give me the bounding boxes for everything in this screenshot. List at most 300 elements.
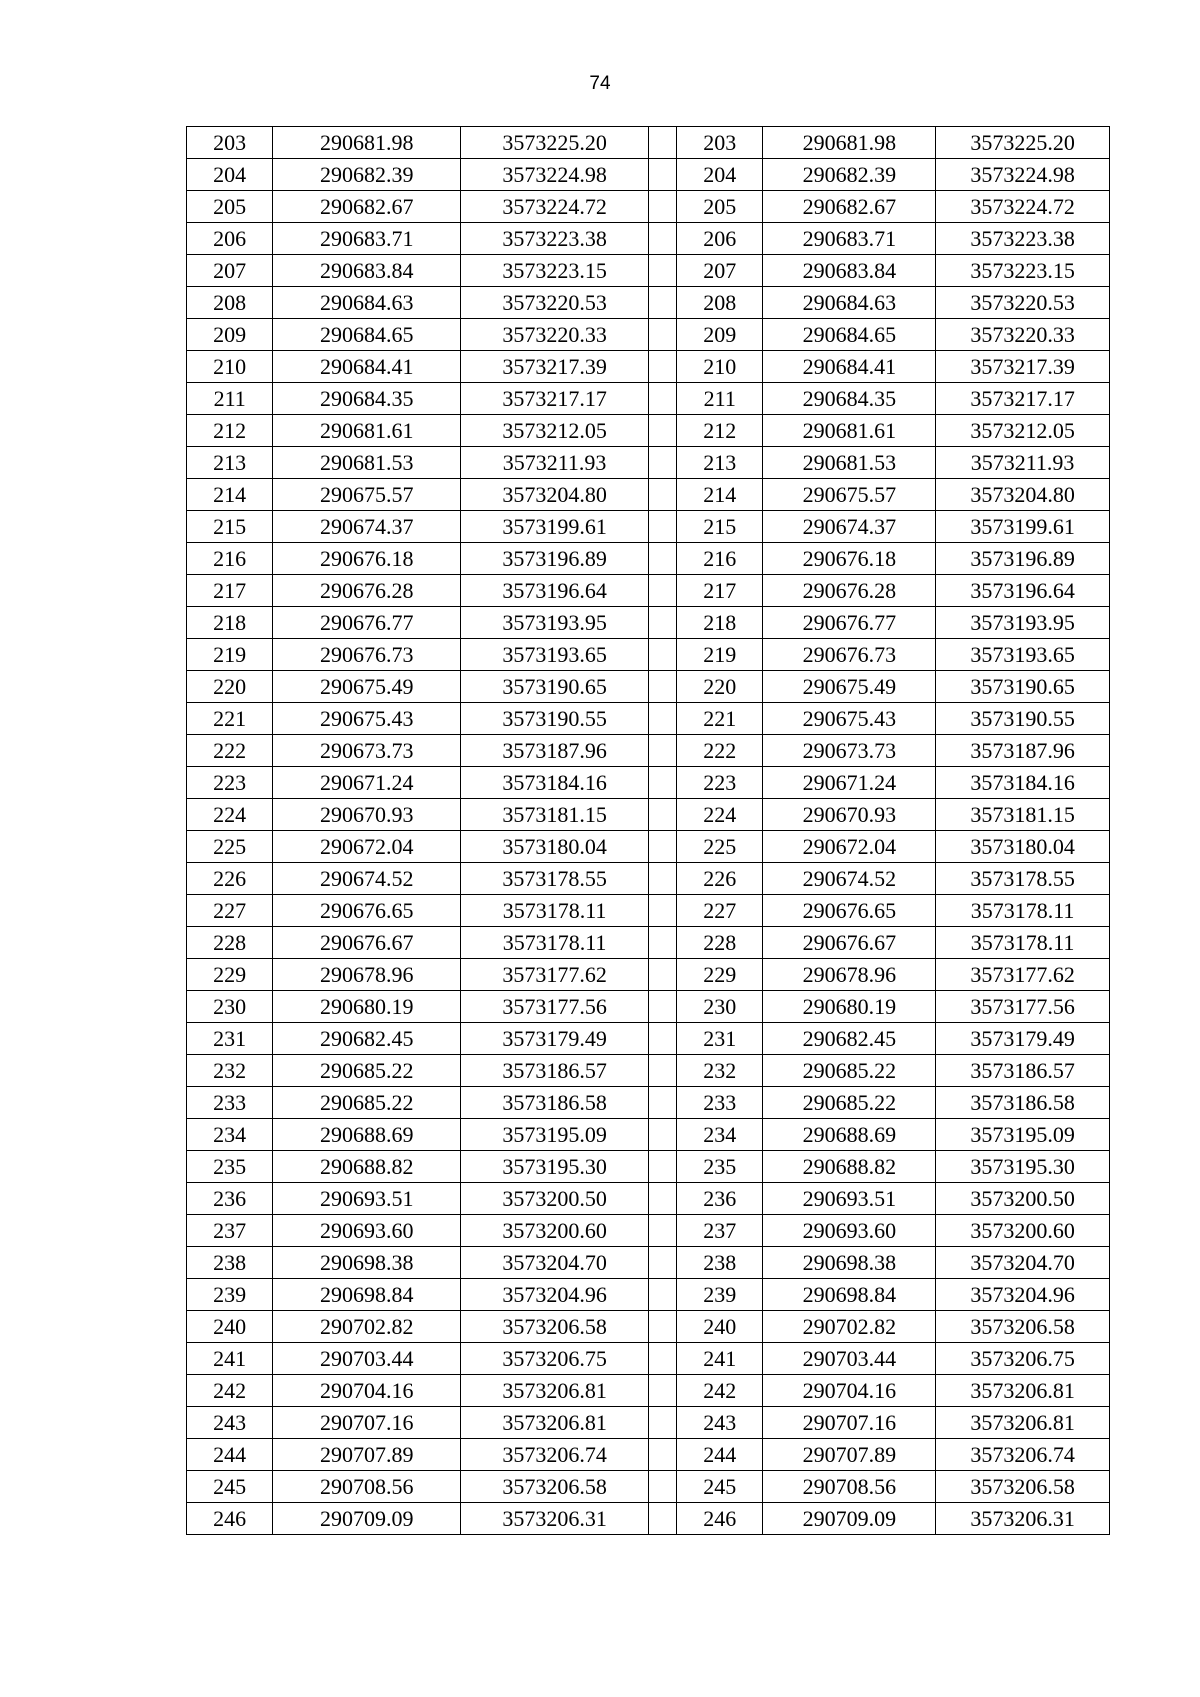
- spacer-cell: [648, 831, 676, 863]
- table-row: [187, 831, 1110, 863]
- table-row: [187, 511, 1110, 543]
- y-coordinate-cell: 3573200.60: [461, 1215, 649, 1247]
- point-number-cell: 211: [187, 383, 273, 415]
- x-coordinate-2-cell: 290704.16: [763, 1375, 936, 1407]
- y-coordinate-cell: 3573206.31: [461, 1503, 649, 1535]
- point-number-cell: 239: [187, 1279, 273, 1311]
- y-coordinate-2-cell: 3573186.58: [936, 1087, 1110, 1119]
- x-coordinate-cell: 290684.65: [273, 319, 461, 351]
- x-coordinate-cell: 290674.52: [273, 863, 461, 895]
- x-coordinate-2-cell: 290708.56: [763, 1471, 936, 1503]
- point-number-cell: 209: [187, 319, 273, 351]
- x-coordinate-2-cell: 290680.19: [763, 991, 936, 1023]
- x-coordinate-2-cell: 290675.57: [763, 479, 936, 511]
- y-coordinate-2-cell: 3573177.62: [936, 959, 1110, 991]
- x-coordinate-2-cell: 290684.35: [763, 383, 936, 415]
- x-coordinate-2-cell: 290681.61: [763, 415, 936, 447]
- y-coordinate-cell: 3573212.05: [461, 415, 649, 447]
- x-coordinate-2-cell: 290678.96: [763, 959, 936, 991]
- point-number-2-cell: 221: [677, 703, 763, 735]
- point-number-cell: 212: [187, 415, 273, 447]
- x-coordinate-cell: 290703.44: [273, 1343, 461, 1375]
- x-coordinate-cell: 290676.18: [273, 543, 461, 575]
- x-coordinate-2-cell: 290676.18: [763, 543, 936, 575]
- table-row: [187, 191, 1110, 223]
- spacer-cell: [648, 575, 676, 607]
- point-number-2-cell: 217: [677, 575, 763, 607]
- table-row: [187, 447, 1110, 479]
- table-row: [187, 255, 1110, 287]
- table-row: [187, 287, 1110, 319]
- table-row: [187, 319, 1110, 351]
- x-coordinate-cell: 290674.37: [273, 511, 461, 543]
- table-row: [187, 1503, 1110, 1535]
- table-row: [187, 1055, 1110, 1087]
- y-coordinate-2-cell: 3573177.56: [936, 991, 1110, 1023]
- x-coordinate-2-cell: 290673.73: [763, 735, 936, 767]
- y-coordinate-cell: 3573196.64: [461, 575, 649, 607]
- y-coordinate-2-cell: 3573211.93: [936, 447, 1110, 479]
- spacer-cell: [648, 1439, 676, 1471]
- table-row: [187, 383, 1110, 415]
- point-number-cell: 218: [187, 607, 273, 639]
- point-number-2-cell: 218: [677, 607, 763, 639]
- x-coordinate-cell: 290684.41: [273, 351, 461, 383]
- point-number-cell: 243: [187, 1407, 273, 1439]
- point-number-cell: 223: [187, 767, 273, 799]
- y-coordinate-cell: 3573184.16: [461, 767, 649, 799]
- x-coordinate-cell: 290685.22: [273, 1055, 461, 1087]
- x-coordinate-cell: 290676.28: [273, 575, 461, 607]
- point-number-2-cell: 225: [677, 831, 763, 863]
- point-number-2-cell: 210: [677, 351, 763, 383]
- x-coordinate-2-cell: 290693.51: [763, 1183, 936, 1215]
- point-number-2-cell: 235: [677, 1151, 763, 1183]
- x-coordinate-2-cell: 290676.67: [763, 927, 936, 959]
- x-coordinate-cell: 290685.22: [273, 1087, 461, 1119]
- y-coordinate-2-cell: 3573196.89: [936, 543, 1110, 575]
- spacer-cell: [648, 1183, 676, 1215]
- x-coordinate-cell: 290681.61: [273, 415, 461, 447]
- x-coordinate-2-cell: 290682.45: [763, 1023, 936, 1055]
- point-number-2-cell: 232: [677, 1055, 763, 1087]
- point-number-2-cell: 208: [677, 287, 763, 319]
- point-number-2-cell: 228: [677, 927, 763, 959]
- x-coordinate-cell: 290682.67: [273, 191, 461, 223]
- table-row: [187, 1247, 1110, 1279]
- y-coordinate-2-cell: 3573206.74: [936, 1439, 1110, 1471]
- x-coordinate-cell: 290693.60: [273, 1215, 461, 1247]
- x-coordinate-2-cell: 290702.82: [763, 1311, 936, 1343]
- y-coordinate-cell: 3573193.95: [461, 607, 649, 639]
- point-number-cell: 227: [187, 895, 273, 927]
- y-coordinate-cell: 3573220.53: [461, 287, 649, 319]
- y-coordinate-2-cell: 3573212.05: [936, 415, 1110, 447]
- y-coordinate-cell: 3573206.58: [461, 1471, 649, 1503]
- spacer-cell: [648, 447, 676, 479]
- y-coordinate-2-cell: 3573193.95: [936, 607, 1110, 639]
- y-coordinate-2-cell: 3573196.64: [936, 575, 1110, 607]
- table-row: [187, 1183, 1110, 1215]
- y-coordinate-cell: 3573190.55: [461, 703, 649, 735]
- x-coordinate-2-cell: 290685.22: [763, 1055, 936, 1087]
- point-number-2-cell: 215: [677, 511, 763, 543]
- table-row: [187, 1119, 1110, 1151]
- y-coordinate-cell: 3573177.62: [461, 959, 649, 991]
- x-coordinate-2-cell: 290675.43: [763, 703, 936, 735]
- y-coordinate-cell: 3573211.93: [461, 447, 649, 479]
- y-coordinate-cell: 3573186.57: [461, 1055, 649, 1087]
- y-coordinate-cell: 3573206.75: [461, 1343, 649, 1375]
- table-row: [187, 543, 1110, 575]
- x-coordinate-cell: 290704.16: [273, 1375, 461, 1407]
- point-number-cell: 220: [187, 671, 273, 703]
- x-coordinate-cell: 290675.49: [273, 671, 461, 703]
- x-coordinate-2-cell: 290676.77: [763, 607, 936, 639]
- spacer-cell: [648, 383, 676, 415]
- spacer-cell: [648, 479, 676, 511]
- point-number-cell: 233: [187, 1087, 273, 1119]
- y-coordinate-2-cell: 3573220.53: [936, 287, 1110, 319]
- point-number-2-cell: 236: [677, 1183, 763, 1215]
- x-coordinate-2-cell: 290688.82: [763, 1151, 936, 1183]
- x-coordinate-2-cell: 290688.69: [763, 1119, 936, 1151]
- y-coordinate-2-cell: 3573224.72: [936, 191, 1110, 223]
- point-number-cell: 217: [187, 575, 273, 607]
- point-number-2-cell: 227: [677, 895, 763, 927]
- y-coordinate-cell: 3573177.56: [461, 991, 649, 1023]
- y-coordinate-cell: 3573204.80: [461, 479, 649, 511]
- table-row: [187, 639, 1110, 671]
- point-number-cell: 208: [187, 287, 273, 319]
- y-coordinate-cell: 3573179.49: [461, 1023, 649, 1055]
- spacer-cell: [648, 1375, 676, 1407]
- y-coordinate-2-cell: 3573200.50: [936, 1183, 1110, 1215]
- x-coordinate-cell: 290698.84: [273, 1279, 461, 1311]
- x-coordinate-2-cell: 290672.04: [763, 831, 936, 863]
- point-number-2-cell: 216: [677, 543, 763, 575]
- y-coordinate-2-cell: 3573179.49: [936, 1023, 1110, 1055]
- spacer-cell: [648, 767, 676, 799]
- point-number-cell: 230: [187, 991, 273, 1023]
- y-coordinate-cell: 3573186.58: [461, 1087, 649, 1119]
- table-row: [187, 607, 1110, 639]
- spacer-cell: [648, 991, 676, 1023]
- x-coordinate-cell: 290676.77: [273, 607, 461, 639]
- y-coordinate-cell: 3573224.98: [461, 159, 649, 191]
- y-coordinate-cell: 3573217.17: [461, 383, 649, 415]
- point-number-2-cell: 230: [677, 991, 763, 1023]
- point-number-cell: 226: [187, 863, 273, 895]
- x-coordinate-cell: 290688.69: [273, 1119, 461, 1151]
- point-number-2-cell: 223: [677, 767, 763, 799]
- y-coordinate-2-cell: 3573206.58: [936, 1471, 1110, 1503]
- y-coordinate-cell: 3573190.65: [461, 671, 649, 703]
- y-coordinate-2-cell: 3573200.60: [936, 1215, 1110, 1247]
- table-row: [187, 927, 1110, 959]
- y-coordinate-2-cell: 3573220.33: [936, 319, 1110, 351]
- point-number-cell: 205: [187, 191, 273, 223]
- x-coordinate-2-cell: 290707.89: [763, 1439, 936, 1471]
- x-coordinate-cell: 290684.63: [273, 287, 461, 319]
- point-number-2-cell: 219: [677, 639, 763, 671]
- coordinate-table: [186, 126, 1110, 1535]
- point-number-2-cell: 213: [677, 447, 763, 479]
- y-coordinate-2-cell: 3573223.15: [936, 255, 1110, 287]
- spacer-cell: [648, 1503, 676, 1535]
- spacer-cell: [648, 671, 676, 703]
- point-number-cell: 216: [187, 543, 273, 575]
- x-coordinate-2-cell: 290698.38: [763, 1247, 936, 1279]
- x-coordinate-2-cell: 290709.09: [763, 1503, 936, 1535]
- point-number-cell: 222: [187, 735, 273, 767]
- x-coordinate-cell: 290680.19: [273, 991, 461, 1023]
- y-coordinate-cell: 3573196.89: [461, 543, 649, 575]
- y-coordinate-cell: 3573178.11: [461, 927, 649, 959]
- table-row: [187, 479, 1110, 511]
- table-row: [187, 1407, 1110, 1439]
- point-number-2-cell: 224: [677, 799, 763, 831]
- y-coordinate-2-cell: 3573199.61: [936, 511, 1110, 543]
- spacer-cell: [648, 703, 676, 735]
- spacer-cell: [648, 1151, 676, 1183]
- point-number-2-cell: 238: [677, 1247, 763, 1279]
- point-number-cell: 246: [187, 1503, 273, 1535]
- table-row: [187, 863, 1110, 895]
- point-number-cell: 235: [187, 1151, 273, 1183]
- y-coordinate-cell: 3573225.20: [461, 127, 649, 159]
- table-row: [187, 1439, 1110, 1471]
- point-number-2-cell: 205: [677, 191, 763, 223]
- spacer-cell: [648, 895, 676, 927]
- spacer-cell: [648, 1247, 676, 1279]
- spacer-cell: [648, 735, 676, 767]
- spacer-cell: [648, 1215, 676, 1247]
- point-number-cell: 242: [187, 1375, 273, 1407]
- x-coordinate-cell: 290678.96: [273, 959, 461, 991]
- y-coordinate-2-cell: 3573190.55: [936, 703, 1110, 735]
- x-coordinate-cell: 290698.38: [273, 1247, 461, 1279]
- point-number-2-cell: 229: [677, 959, 763, 991]
- page-number: 74: [589, 73, 611, 94]
- y-coordinate-2-cell: 3573178.55: [936, 863, 1110, 895]
- spacer-cell: [648, 1119, 676, 1151]
- x-coordinate-cell: 290688.82: [273, 1151, 461, 1183]
- point-number-cell: 238: [187, 1247, 273, 1279]
- table-row: [187, 351, 1110, 383]
- y-coordinate-cell: 3573217.39: [461, 351, 649, 383]
- spacer-cell: [648, 639, 676, 671]
- point-number-cell: 236: [187, 1183, 273, 1215]
- spacer-cell: [648, 799, 676, 831]
- y-coordinate-2-cell: 3573204.70: [936, 1247, 1110, 1279]
- y-coordinate-cell: 3573223.15: [461, 255, 649, 287]
- x-coordinate-cell: 290681.53: [273, 447, 461, 479]
- spacer-cell: [648, 1311, 676, 1343]
- point-number-cell: 234: [187, 1119, 273, 1151]
- x-coordinate-2-cell: 290698.84: [763, 1279, 936, 1311]
- x-coordinate-2-cell: 290683.84: [763, 255, 936, 287]
- x-coordinate-2-cell: 290674.37: [763, 511, 936, 543]
- x-coordinate-2-cell: 290684.63: [763, 287, 936, 319]
- point-number-cell: 240: [187, 1311, 273, 1343]
- y-coordinate-2-cell: 3573204.80: [936, 479, 1110, 511]
- spacer-cell: [648, 351, 676, 383]
- y-coordinate-2-cell: 3573195.09: [936, 1119, 1110, 1151]
- x-coordinate-cell: 290671.24: [273, 767, 461, 799]
- point-number-2-cell: 214: [677, 479, 763, 511]
- point-number-cell: 228: [187, 927, 273, 959]
- point-number-2-cell: 231: [677, 1023, 763, 1055]
- spacer-cell: [648, 223, 676, 255]
- y-coordinate-2-cell: 3573181.15: [936, 799, 1110, 831]
- y-coordinate-cell: 3573204.70: [461, 1247, 649, 1279]
- x-coordinate-cell: 290682.39: [273, 159, 461, 191]
- x-coordinate-cell: 290672.04: [273, 831, 461, 863]
- x-coordinate-cell: 290707.16: [273, 1407, 461, 1439]
- x-coordinate-2-cell: 290684.65: [763, 319, 936, 351]
- spacer-cell: [648, 511, 676, 543]
- x-coordinate-2-cell: 290676.28: [763, 575, 936, 607]
- y-coordinate-cell: 3573206.58: [461, 1311, 649, 1343]
- y-coordinate-cell: 3573200.50: [461, 1183, 649, 1215]
- x-coordinate-2-cell: 290703.44: [763, 1343, 936, 1375]
- table-row: [187, 1471, 1110, 1503]
- point-number-2-cell: 245: [677, 1471, 763, 1503]
- x-coordinate-2-cell: 290707.16: [763, 1407, 936, 1439]
- point-number-2-cell: 246: [677, 1503, 763, 1535]
- y-coordinate-2-cell: 3573178.11: [936, 895, 1110, 927]
- table-row: [187, 159, 1110, 191]
- y-coordinate-cell: 3573206.74: [461, 1439, 649, 1471]
- x-coordinate-cell: 290682.45: [273, 1023, 461, 1055]
- point-number-2-cell: 204: [677, 159, 763, 191]
- y-coordinate-2-cell: 3573206.31: [936, 1503, 1110, 1535]
- point-number-cell: 229: [187, 959, 273, 991]
- coordinate-table-body: [187, 127, 1110, 1535]
- x-coordinate-cell: 290670.93: [273, 799, 461, 831]
- point-number-2-cell: 243: [677, 1407, 763, 1439]
- x-coordinate-cell: 290702.82: [273, 1311, 461, 1343]
- y-coordinate-cell: 3573204.96: [461, 1279, 649, 1311]
- x-coordinate-cell: 290676.67: [273, 927, 461, 959]
- x-coordinate-cell: 290676.65: [273, 895, 461, 927]
- point-number-cell: 237: [187, 1215, 273, 1247]
- x-coordinate-cell: 290707.89: [273, 1439, 461, 1471]
- y-coordinate-2-cell: 3573206.58: [936, 1311, 1110, 1343]
- spacer-cell: [648, 319, 676, 351]
- point-number-cell: 206: [187, 223, 273, 255]
- x-coordinate-2-cell: 290693.60: [763, 1215, 936, 1247]
- y-coordinate-2-cell: 3573195.30: [936, 1151, 1110, 1183]
- table-row: [187, 767, 1110, 799]
- point-number-cell: 224: [187, 799, 273, 831]
- x-coordinate-cell: 290675.43: [273, 703, 461, 735]
- spacer-cell: [648, 543, 676, 575]
- point-number-cell: 221: [187, 703, 273, 735]
- table-row: [187, 703, 1110, 735]
- x-coordinate-cell: 290683.84: [273, 255, 461, 287]
- point-number-cell: 231: [187, 1023, 273, 1055]
- x-coordinate-2-cell: 290683.71: [763, 223, 936, 255]
- spacer-cell: [648, 287, 676, 319]
- x-coordinate-2-cell: 290671.24: [763, 767, 936, 799]
- y-coordinate-cell: 3573206.81: [461, 1375, 649, 1407]
- x-coordinate-2-cell: 290684.41: [763, 351, 936, 383]
- point-number-2-cell: 203: [677, 127, 763, 159]
- table-row: [187, 1311, 1110, 1343]
- y-coordinate-cell: 3573178.55: [461, 863, 649, 895]
- y-coordinate-2-cell: 3573224.98: [936, 159, 1110, 191]
- spacer-cell: [648, 191, 676, 223]
- x-coordinate-cell: 290681.98: [273, 127, 461, 159]
- y-coordinate-2-cell: 3573190.65: [936, 671, 1110, 703]
- point-number-2-cell: 234: [677, 1119, 763, 1151]
- x-coordinate-cell: 290708.56: [273, 1471, 461, 1503]
- point-number-cell: 210: [187, 351, 273, 383]
- x-coordinate-cell: 290673.73: [273, 735, 461, 767]
- x-coordinate-2-cell: 290670.93: [763, 799, 936, 831]
- y-coordinate-cell: 3573193.65: [461, 639, 649, 671]
- point-number-2-cell: 222: [677, 735, 763, 767]
- table-row: [187, 1215, 1110, 1247]
- spacer-cell: [648, 607, 676, 639]
- table-row: [187, 1023, 1110, 1055]
- point-number-2-cell: 209: [677, 319, 763, 351]
- point-number-cell: 219: [187, 639, 273, 671]
- spacer-cell: [648, 1055, 676, 1087]
- y-coordinate-2-cell: 3573217.39: [936, 351, 1110, 383]
- y-coordinate-cell: 3573223.38: [461, 223, 649, 255]
- spacer-cell: [648, 415, 676, 447]
- x-coordinate-cell: 290684.35: [273, 383, 461, 415]
- y-coordinate-2-cell: 3573186.57: [936, 1055, 1110, 1087]
- point-number-2-cell: 211: [677, 383, 763, 415]
- spacer-cell: [648, 159, 676, 191]
- x-coordinate-2-cell: 290676.73: [763, 639, 936, 671]
- point-number-2-cell: 239: [677, 1279, 763, 1311]
- table-row: [187, 1279, 1110, 1311]
- table-row: [187, 895, 1110, 927]
- point-number-2-cell: 240: [677, 1311, 763, 1343]
- spacer-cell: [648, 863, 676, 895]
- point-number-2-cell: 233: [677, 1087, 763, 1119]
- y-coordinate-2-cell: 3573180.04: [936, 831, 1110, 863]
- x-coordinate-2-cell: 290682.67: [763, 191, 936, 223]
- table-row: [187, 1087, 1110, 1119]
- point-number-cell: 207: [187, 255, 273, 287]
- y-coordinate-2-cell: 3573223.38: [936, 223, 1110, 255]
- x-coordinate-cell: 290675.57: [273, 479, 461, 511]
- point-number-cell: 244: [187, 1439, 273, 1471]
- y-coordinate-cell: 3573195.09: [461, 1119, 649, 1151]
- point-number-2-cell: 244: [677, 1439, 763, 1471]
- y-coordinate-cell: 3573220.33: [461, 319, 649, 351]
- table-row: [187, 991, 1110, 1023]
- spacer-cell: [648, 255, 676, 287]
- point-number-cell: 213: [187, 447, 273, 479]
- table-row: [187, 1375, 1110, 1407]
- y-coordinate-cell: 3573224.72: [461, 191, 649, 223]
- point-number-cell: 225: [187, 831, 273, 863]
- y-coordinate-cell: 3573187.96: [461, 735, 649, 767]
- table-row: [187, 1343, 1110, 1375]
- point-number-2-cell: 242: [677, 1375, 763, 1407]
- point-number-cell: 241: [187, 1343, 273, 1375]
- point-number-2-cell: 226: [677, 863, 763, 895]
- table-row: [187, 671, 1110, 703]
- y-coordinate-2-cell: 3573184.16: [936, 767, 1110, 799]
